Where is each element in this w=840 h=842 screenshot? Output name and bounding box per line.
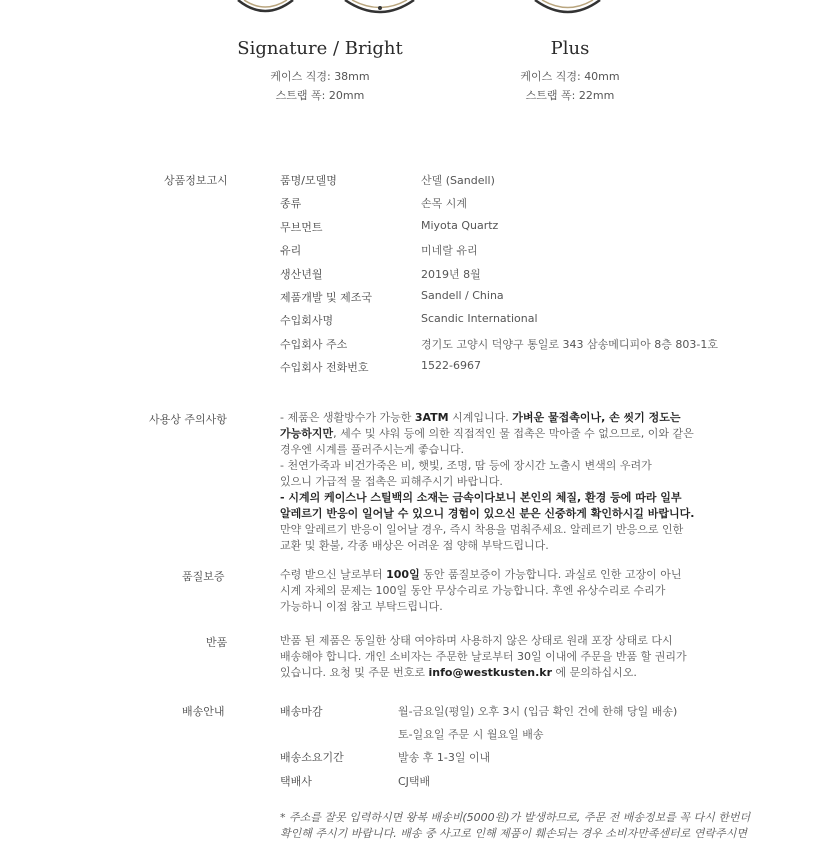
emphasis-text: 가능하지만 — [280, 427, 334, 440]
body-text: 동안 품질보증이 가능합니다. 과실로 인한 고장이 아닌 — [419, 568, 682, 581]
cautions-section-label: 사용상 주의사항 — [149, 413, 227, 426]
product-info-label: 생산년월 — [280, 267, 323, 281]
returns-line — [280, 665, 687, 681]
strap-width-plus: 스트랩 폭: 22mm — [525, 89, 615, 102]
watch-bright-icon — [345, 0, 414, 12]
body-text: 반품 된 제품은 동일한 상태 여야하며 사용하지 않은 상태로 원래 포장 상태로 다시 — [280, 634, 673, 647]
product-info-value: 2019년 8월 — [421, 267, 481, 281]
product-info-section-label: 상품정보고시 — [164, 174, 228, 187]
warranty-line — [280, 567, 681, 583]
returns-section-label: 반품 — [206, 636, 228, 649]
body-text: 교환 및 환불, 각종 배상은 어려운 점 양해 부탁드립니다. — [280, 539, 549, 552]
shipping-value: 월-금요일(평일) 오후 3시 (입금 확인 건에 한해 당일 배송) — [398, 705, 678, 718]
emphasis-text: 100일 — [386, 568, 420, 581]
shipping-label: 배송마감 — [280, 705, 323, 718]
warranty-text — [280, 567, 681, 615]
watch-illustrations — [0, 0, 840, 30]
shipping-label: 택배사 — [280, 775, 312, 788]
body-text: 시계 자체의 문제는 100일 동안 무상수리로 가능합니다. 후엔 유상수리로 수리가 — [280, 584, 666, 597]
product-info-value: Scandic International — [421, 312, 538, 326]
body-text: 배송해야 합니다. 개인 소비자는 주문한 날로부터 30일 이내에 주문을 반품 할 권리가 — [280, 650, 687, 663]
cautions-line — [280, 522, 694, 538]
emphasis-text: 알레르기 반응이 일어날 수 있으니 경험이 있으신 분은 신중하게 확인하시길 바랍니다. — [280, 507, 695, 520]
shipping-value: CJ택배 — [398, 775, 431, 788]
product-info-label: 수입회사명 — [280, 314, 334, 328]
returns-line — [280, 633, 687, 649]
watch-plus-icon — [535, 0, 600, 12]
product-info-value: Sandell / China — [421, 289, 504, 302]
shipping-value: 발송 후 1-3일 이내 — [398, 751, 491, 764]
cautions-line — [280, 442, 694, 458]
model-name-plus: Plus — [550, 38, 590, 59]
cautions-line — [280, 474, 694, 490]
emphasis-text: 3ATM — [414, 411, 449, 424]
shipping-section-label: 배송안내 — [182, 705, 225, 718]
strap-width-signature: 스트랩 폭: 20mm — [275, 89, 365, 102]
cautions-line — [280, 538, 694, 554]
warranty-line — [280, 583, 681, 599]
cautions-line — [280, 506, 694, 522]
product-info-label: 종류 — [280, 197, 302, 211]
cautions-line — [280, 426, 694, 442]
case-diameter-plus: 케이스 직경: 40mm — [520, 70, 620, 83]
product-info-value: 손목 시계 — [421, 197, 468, 211]
body-text: - 천연가죽과 비건가죽은 비, 햇빛, 조명, 땀 등에 장시간 노출시 변색의 우려가 — [280, 459, 652, 472]
product-info-value: 미네랄 유리 — [421, 244, 478, 258]
body-text: 수령 받으신 날로부터 — [280, 568, 387, 581]
body-text: 시계입니다. — [448, 411, 513, 424]
body-text: 있습니다. 요청 및 주문 번호로 — [280, 666, 429, 679]
emphasis-text: info@westkusten.kr — [428, 666, 553, 679]
product-info-label: 품명/모델명 — [280, 174, 337, 187]
product-info-label: 무브먼트 — [280, 220, 323, 234]
body-text: , 세수 및 샤워 등에 의한 직접적인 물 접촉은 막아줄 수 없으므로, 이와 같은 — [333, 427, 694, 440]
body-text: 만약 알레르기 반응이 일어날 경우, 즉시 착용을 멈춰주세요. 알레르기 반응으로 인한 — [280, 523, 684, 536]
warranty-section-label: 품질보증 — [182, 570, 225, 583]
shipping-value: 토-일요일 주문 시 월요일 배송 — [398, 728, 544, 741]
product-info-label: 유리 — [280, 244, 302, 258]
product-info-label: 수입회사 주소 — [280, 337, 348, 351]
product-info-label: 제품개발 및 제조국 — [280, 291, 373, 304]
shipping-label: 배송소요기간 — [280, 751, 344, 764]
cautions-line — [280, 490, 694, 506]
returns-line — [280, 649, 687, 665]
warranty-line — [280, 599, 681, 615]
emphasis-text: 가벼운 물접촉이나, 손 씻기 정도는 — [512, 411, 681, 424]
body-text: 있으니 가급적 물 접촉은 피해주시기 바랍니다. — [280, 475, 503, 488]
body-text: - 제품은 생활방수가 가능한 — [280, 411, 415, 424]
body-text: 경우엔 시계를 풀러주시는게 좋습니다. — [280, 443, 465, 456]
watch-signature-icon — [238, 0, 293, 11]
product-info-value: 산델 (Sandell) — [421, 174, 495, 187]
product-info-value: Miyota Quartz — [421, 218, 499, 232]
product-info-label: 수입회사 전화번호 — [280, 361, 369, 375]
cautions-line — [280, 410, 694, 426]
emphasis-text: - 시계의 케이스나 스틸백의 소재는 금속이다보니 본인의 체질, 환경 등에 따라 일부 — [280, 491, 682, 504]
model-name-signature: Signature / Bright — [237, 38, 403, 59]
footnote-line-1: * 주소를 잘못 입력하시면 왕복 배송비(5000원)가 발생하므로, 주문 전 배송정보를 꼭 다시 한번더 — [280, 811, 751, 824]
body-text: 에 문의하십시오. — [552, 666, 637, 679]
returns-text — [280, 633, 687, 681]
footnote-line-2: 확인해 주시기 바랍니다. 배송 중 사고로 인해 제품이 훼손되는 경우 소비자만족센터로 연락주시면 — [280, 827, 747, 840]
cautions-line — [280, 458, 694, 474]
product-info-value: 경기도 고양시 덕양구 통일로 343 삼송메디피아 8층 803-1호 — [421, 337, 718, 351]
cautions-text — [280, 410, 694, 554]
product-info-value: 1522-6967 — [421, 359, 481, 373]
body-text: 가능하니 이점 참고 부탁드립니다. — [280, 600, 443, 613]
case-diameter-signature: 케이스 직경: 38mm — [270, 70, 370, 83]
